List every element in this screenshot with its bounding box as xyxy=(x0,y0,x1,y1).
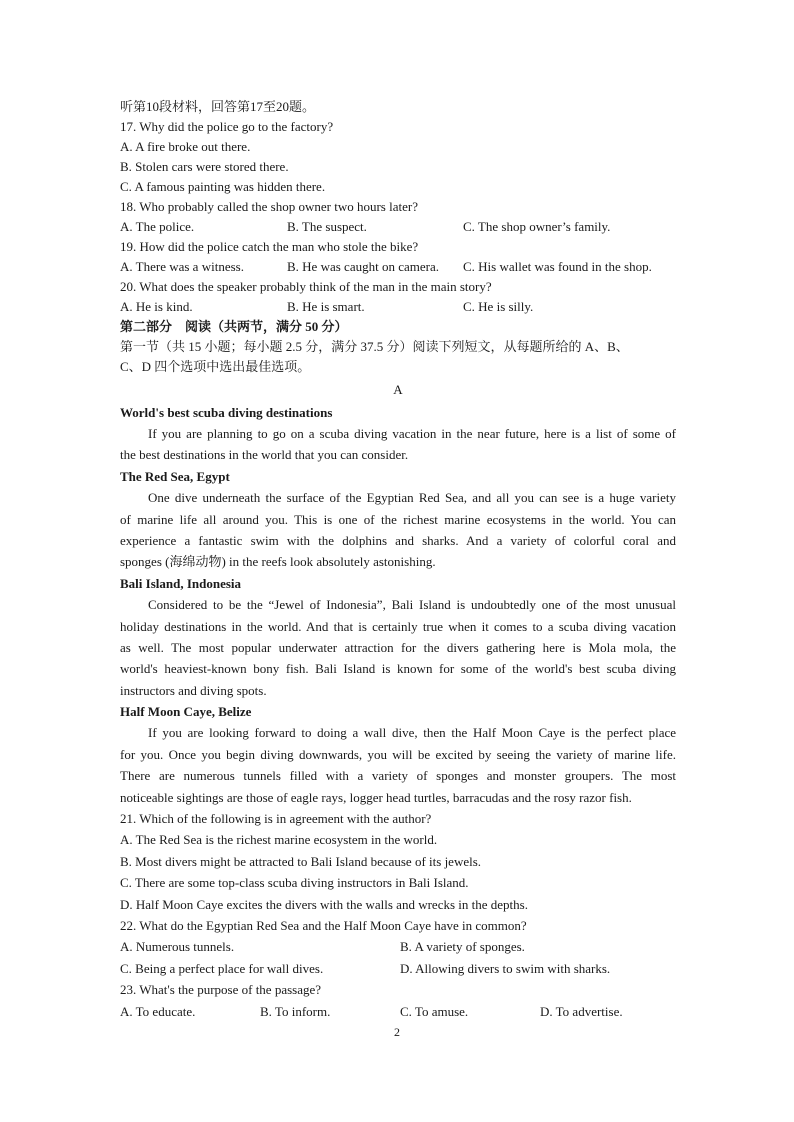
option-d: D. To advertise. xyxy=(540,1003,623,1019)
option-a: A. A fire broke out there. xyxy=(120,139,251,154)
question-20 xyxy=(120,277,676,317)
paragraph-line: instructors and diving spots. xyxy=(120,682,267,698)
option-b: B. Stolen cars were stored there. xyxy=(120,159,289,174)
section-heading: Half Moon Caye, Belize xyxy=(120,704,252,720)
question-stem: 21. Which of the following is in agreement with the author? xyxy=(120,811,432,827)
option-b: B. A variety of sponges. xyxy=(400,939,525,955)
question-stem: 22. What do the Egyptian Red Sea and the Half Moon Caye have in common? xyxy=(120,917,527,933)
question-22 xyxy=(120,915,676,979)
option-a: A. Numerous tunnels. xyxy=(120,939,235,955)
section-half-moon-caye xyxy=(120,701,676,808)
option-b: B. He is smart. xyxy=(287,299,365,314)
question-stem: 18. Who probably called the shop owner two hours later? xyxy=(120,199,418,214)
paragraph-line: for you. Once you begin diving downwards, you will be excited by seeing the variety of marine life. xyxy=(120,746,676,762)
paragraph-line: One dive underneath the surface of the Egyptian Red Sea, and all you can see is a huge variety xyxy=(148,490,676,506)
options-row xyxy=(120,257,676,277)
paragraph-line: holiday destinations in the world. And that is certainly true when it comes to a scuba diving vacation xyxy=(120,618,676,634)
page-number: 2 xyxy=(394,1025,400,1039)
options-row xyxy=(120,217,676,237)
section-heading: Bali Island, Indonesia xyxy=(120,575,242,591)
option-b: B. He was caught on camera. xyxy=(287,259,439,274)
question-19 xyxy=(120,237,676,277)
paragraph-line: noticeable sightings are those of eagle rays, logger head turtles, barracudas and the rosy razor fish. xyxy=(120,789,632,805)
option-a: A. He is kind. xyxy=(120,299,193,314)
question-23 xyxy=(120,979,676,1022)
question-18 xyxy=(120,197,676,237)
question-17 xyxy=(120,117,676,197)
option-c: C. A famous painting was hidden there. xyxy=(120,179,326,194)
section-bali xyxy=(120,573,676,701)
intro-line: the best destinations in the world that you can consider. xyxy=(120,447,409,463)
section-instructions-line-2: C、D 四个选项中选出最佳选项。 xyxy=(120,359,311,374)
options-row xyxy=(120,1001,676,1022)
option-c: C. He is silly. xyxy=(463,299,534,314)
intro-line: If you are planning to go on a scuba diving vacation in the near future, here is a list of some of xyxy=(148,426,676,441)
options-row xyxy=(120,297,676,317)
option-c: C. There are some top-class scuba diving instructors in Bali Island. xyxy=(120,875,469,891)
option-c: C. To amuse. xyxy=(400,1003,469,1019)
option-a: A. The police. xyxy=(120,219,195,234)
page-content xyxy=(120,97,676,1022)
option-a: A. The Red Sea is the richest marine ecosystem in the world. xyxy=(120,832,438,848)
question-stem: 23. What's the purpose of the passage? xyxy=(120,982,322,998)
passage-title: World's best scuba diving destinations xyxy=(120,405,333,420)
section-heading: The Red Sea, Egypt xyxy=(120,468,230,484)
paragraph-line: experience a fantastic swim with the dolphins and sharks. And a variety of colorful coral and xyxy=(120,532,676,548)
paragraph-line: If you are looking forward to doing a wall dive, then the Half Moon Caye is the perfect place xyxy=(148,725,676,741)
options-row xyxy=(120,936,676,957)
paragraph-line: There are numerous tunnels filled with a variety of sponges and monster groupers. The most xyxy=(120,768,676,784)
passage-letter: A xyxy=(393,382,403,397)
section-red-sea xyxy=(120,466,676,573)
option-d: D. Allowing divers to swim with sharks. xyxy=(400,960,611,976)
option-b: B. Most divers might be attracted to Bali Island because of its jewels. xyxy=(120,853,482,869)
option-d: D. Half Moon Caye excites the divers with the walls and wrecks in the depths. xyxy=(120,896,528,912)
question-stem: 20. What does the speaker probably think of the man in the main story? xyxy=(120,279,492,294)
option-b: B. To inform. xyxy=(260,1003,331,1019)
question-stem: 19. How did the police catch the man who stole the bike? xyxy=(120,239,419,254)
part-two-title: 第二部分 阅读（共两节，满分 50 分） xyxy=(120,319,348,334)
intro-paragraph xyxy=(120,423,676,466)
option-c: C. Being a perfect place for wall dives. xyxy=(120,960,324,976)
listening-section-header: 听第10段材料，回答第17至20题。 xyxy=(120,99,316,114)
option-b: B. The suspect. xyxy=(287,219,367,234)
option-c: C. The shop owner’s family. xyxy=(463,219,611,234)
option-a: A. To educate. xyxy=(120,1003,196,1019)
option-c: C. His wallet was found in the shop. xyxy=(463,259,652,274)
option-a: A. There was a witness. xyxy=(120,259,244,274)
question-stem: 17. Why did the police go to the factory? xyxy=(120,119,334,134)
paragraph-line: of marine life all around you. This is one of the richest marine ecosystems in the world. You can xyxy=(120,511,676,527)
paragraph-line: Considered to be the “Jewel of Indonesia”, Bali Island is undoubtedly one of the most unusual xyxy=(148,597,676,613)
options-row xyxy=(120,958,676,979)
paragraph-line: world's heaviest-known bony fish. Bali Island is known for some of the world's best scuba diving xyxy=(120,661,676,677)
paragraph-line: sponges (海绵动物) in the reefs look absolutely astonishing. xyxy=(120,554,436,570)
section-instructions-line-1: 第一节（共 15 小题；每小题 2.5 分，满分 37.5 分）阅读下列短文，从每题所给的 A、B、 xyxy=(120,339,629,354)
question-21 xyxy=(120,808,676,915)
paragraph-line: as well. The most popular underwater attraction for the divers gathering here is Mola mola, the xyxy=(120,639,676,655)
